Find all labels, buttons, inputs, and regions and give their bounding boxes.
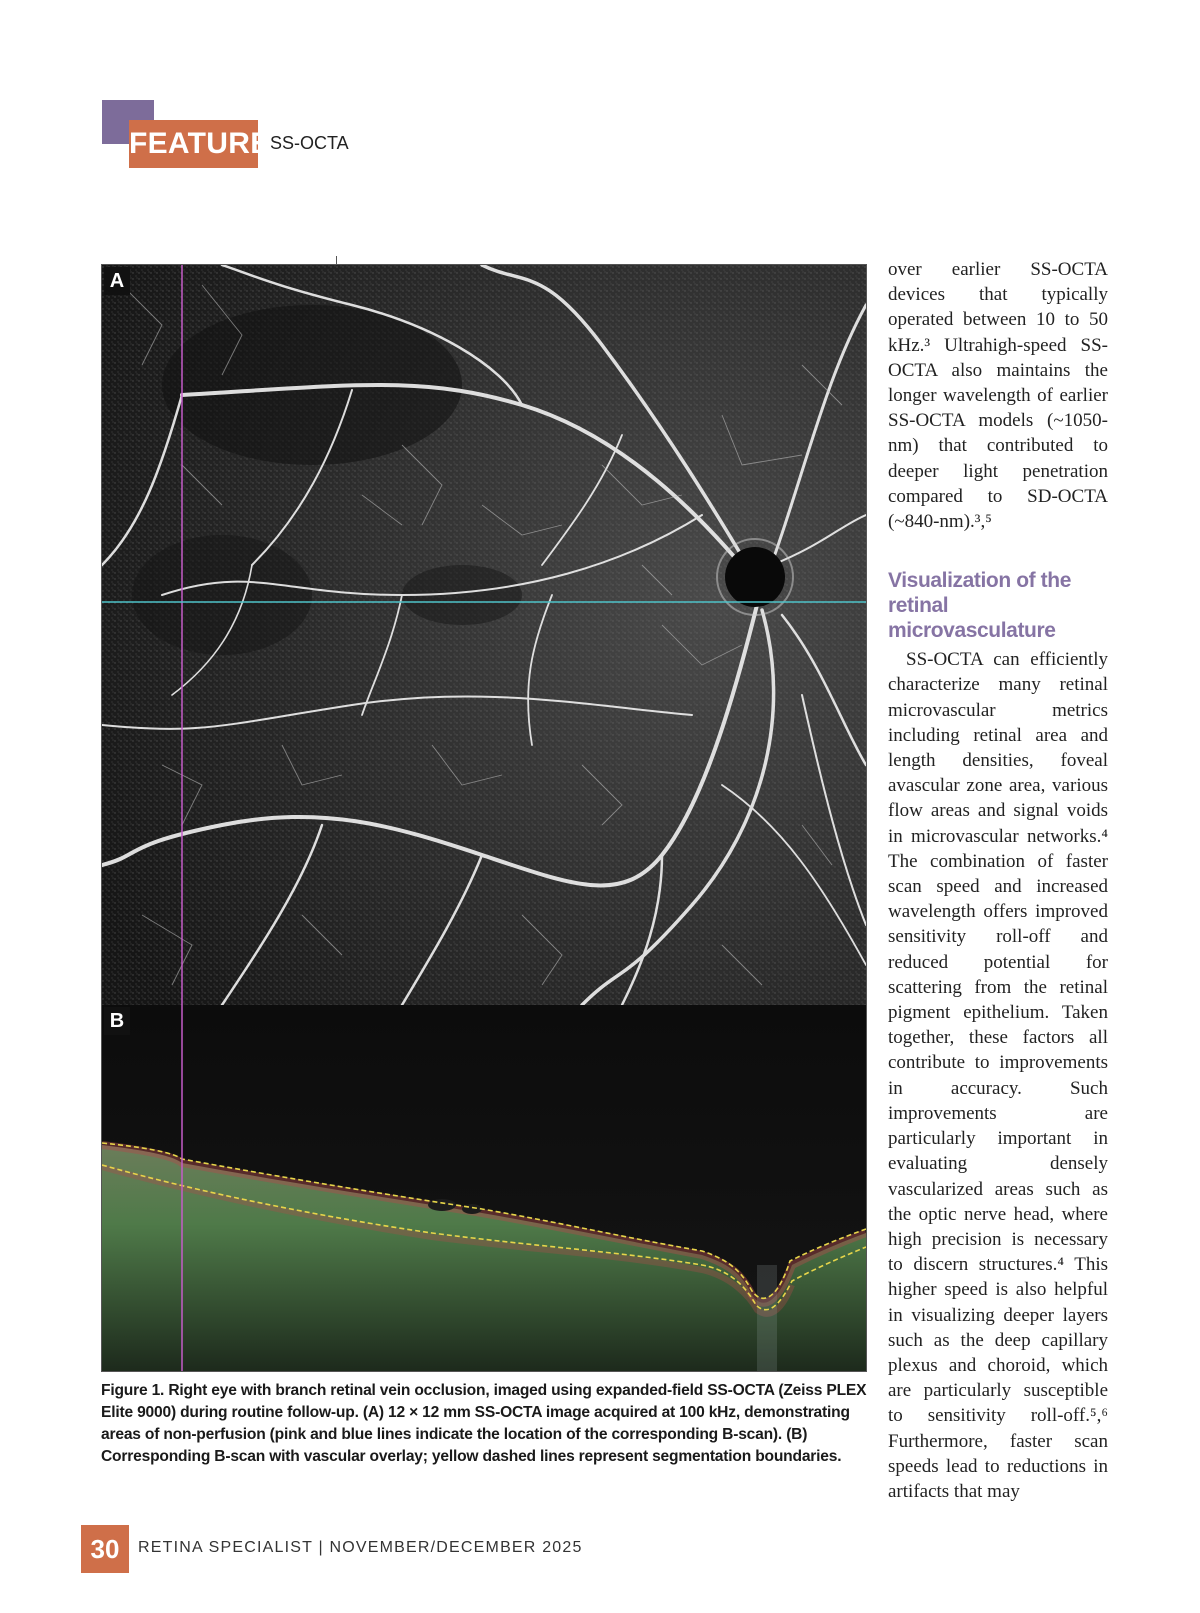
- page-number: 30: [81, 1525, 129, 1573]
- body-column: [888, 257, 1108, 1504]
- figure-caption: Figure 1. Right eye with branch retinal vein occlusion, imaged using expanded-field SS-OCTA (Zeiss PLEX Elite 9000) during routine follow-up. (A) 12 × 12 mm SS-OCTA image acquired at 100 kHz, demonstrating areas of non-perfusion (pink and blue lines indicate the location of the corresponding B-scan). (B) Corresponding B-scan with vascular overlay; yellow dashed lines represent segmentation boundaries.: [101, 1382, 867, 1465]
- panel-a-label: A: [104, 267, 130, 295]
- body-paragraph-1: over earlier SS-OCTA devices that typically operated between 10 to 50 kHz.³ Ultrahigh-speed SS-OCTA also maintains the longer wavelength of earlier SS-OCTA models (~1050-nm) that contributed to deeper light penetration compared to SD-OCTA (~840-nm).³,⁵: [888, 259, 1108, 533]
- figure-1: [101, 264, 867, 1372]
- publication-footer: RETINA SPECIALIST | NOVEMBER/DECEMBER 2025: [138, 1539, 583, 1556]
- panel-b-label: B: [104, 1007, 130, 1035]
- section-topic: SS-OCTA: [270, 133, 349, 153]
- crop-mark: [336, 256, 337, 264]
- figure-image: [102, 265, 866, 1371]
- section-tag: FEATURE: [129, 120, 258, 168]
- subheading: Visualization of the retinal microvasculature: [888, 569, 1071, 643]
- body-paragraph-2: SS-OCTA can efficiently characterize many retinal microvascular metrics including retinal area and length densities, foveal avascular zone area, various flow areas and signal voids in microvascular networks.⁴ The combination of faster scan speed and increased wavelength offers improved sensitivity roll-off and reduced potential for scattering from the retinal pigment epithelium. Taken together, these factors all contribute to improvements in accuracy. Such improvements are particularly important in evaluating densely vascularized areas such as the optic nerve head, where high precision is necessary to discern structures.⁴ This higher speed is also helpful in visualizing deeper layers such as the deep capillary plexus and choroid, which are particularly susceptible to sensitivity roll-off.⁵,⁶ Furthermore, faster scan speeds lead to reductions in artifacts that may: [888, 649, 1108, 1502]
